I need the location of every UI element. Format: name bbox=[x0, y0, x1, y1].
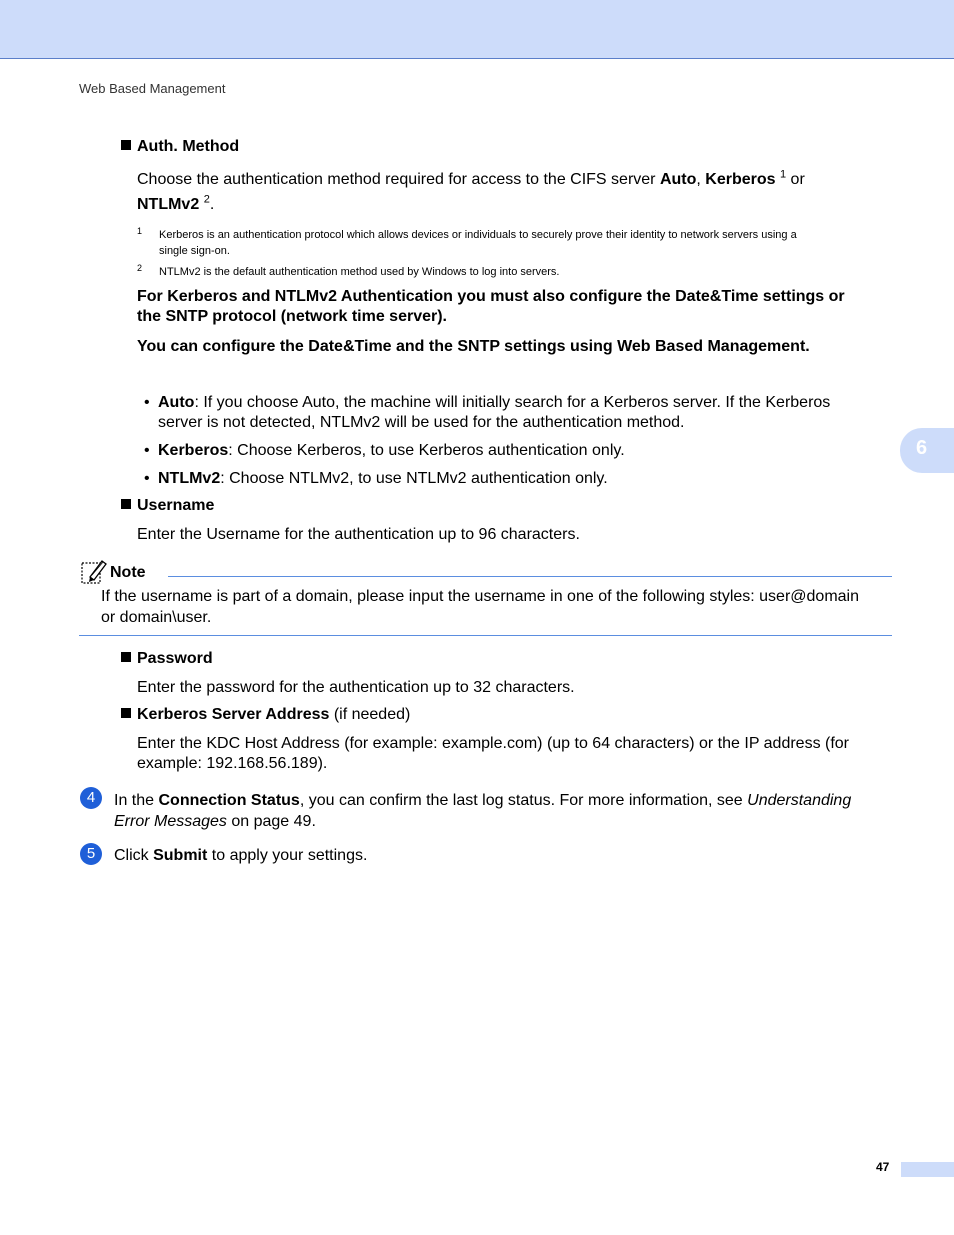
period: . bbox=[209, 196, 215, 213]
note-text-line1: If the username is part of a domain, please input the username in one of the following styles: user@domain bbox=[101, 588, 859, 605]
bullet-ntlmv2-label: NTLMv2 bbox=[158, 470, 221, 487]
step-4-badge: 4 bbox=[80, 787, 102, 809]
username-title: Username bbox=[137, 497, 215, 514]
warning-1-line2: the SNTP protocol (network time server). bbox=[137, 308, 447, 325]
option-ntlmv2: NTLMv2 bbox=[137, 196, 200, 213]
option-auto: Auto bbox=[659, 171, 697, 188]
username-description: Enter the Username for the authentication up to 96 characters. bbox=[137, 526, 580, 543]
page-number: 47 bbox=[876, 1160, 890, 1174]
bullet-kerberos-text: : Choose Kerberos, to use Kerberos authentication only. bbox=[228, 442, 625, 459]
bullet-auto-text1: : If you choose Auto, the machine will initially search for a Kerberos server. If the Kerberos bbox=[194, 394, 831, 411]
step-4-text bbox=[114, 790, 904, 832]
bullet-ntlmv2-text: : Choose NTLMv2, to use NTLMv2 authentication only. bbox=[220, 470, 608, 487]
footnote-ref-2: 2 bbox=[203, 193, 210, 206]
bullet-icon: • bbox=[144, 470, 150, 487]
warning-1-line1: For Kerberos and NTLMv2 Authentication you must also configure the Date&Time settings or bbox=[137, 288, 845, 305]
square-bullet-icon bbox=[121, 140, 131, 150]
bullet-auto bbox=[144, 393, 904, 433]
note-text-line2: or domain\user. bbox=[101, 609, 212, 626]
kerberos-server-title: Kerberos Server Address bbox=[137, 706, 330, 723]
bullet-auto-label: Auto bbox=[158, 394, 195, 411]
footnote-2-number: 2 bbox=[137, 263, 143, 273]
password-heading bbox=[121, 650, 213, 668]
bullet-auto-text2: server is not detected, NTLMv2 will be used for the authentication method. bbox=[158, 414, 685, 431]
top-header-band bbox=[0, 0, 954, 59]
bullet-icon: • bbox=[144, 442, 150, 459]
step-5-post: to apply your settings. bbox=[207, 847, 368, 864]
note-label: Note bbox=[110, 564, 146, 581]
password-description: Enter the password for the authentication up to 32 characters. bbox=[137, 679, 575, 696]
step-4-pre: In the bbox=[114, 792, 159, 809]
footnote-1-line1: Kerberos is an authentication protocol which allows devices or individuals to securely prove their identity to network servers using a bbox=[159, 229, 797, 241]
page-number-bar bbox=[901, 1162, 954, 1177]
step-4-link-part2: Error Messages bbox=[114, 813, 227, 830]
auth-method-description bbox=[137, 170, 897, 215]
step-4-mid: , you can confirm the last log status. For more information, see bbox=[299, 792, 748, 809]
square-bullet-icon bbox=[121, 652, 131, 662]
note-top-rule bbox=[168, 576, 892, 577]
footnote-ref-1: 1 bbox=[779, 168, 787, 181]
square-bullet-icon bbox=[121, 708, 131, 718]
chapter-number: 6 bbox=[916, 437, 928, 459]
kerberos-server-heading bbox=[121, 706, 410, 724]
step-4-connection-status: Connection Status bbox=[158, 792, 300, 809]
footnote-2: NTLMv2 is the default authentication method used by Windows to log into servers. bbox=[159, 266, 560, 278]
footnote-1-number: 1 bbox=[137, 226, 143, 236]
step-5-submit: Submit bbox=[153, 847, 208, 864]
kerberos-server-description bbox=[137, 734, 897, 774]
username-heading bbox=[121, 497, 214, 515]
kerberos-server-line2: example: 192.168.56.189). bbox=[137, 755, 328, 772]
bullet-icon: • bbox=[144, 394, 150, 411]
running-header: Web Based Management bbox=[79, 81, 226, 96]
step-5-badge: 5 bbox=[80, 843, 102, 865]
square-bullet-icon bbox=[121, 499, 131, 509]
bullet-ntlmv2 bbox=[144, 469, 608, 489]
step-5-pre: Click bbox=[114, 847, 154, 864]
footnote-1 bbox=[159, 227, 899, 259]
bullet-kerberos-label: Kerberos bbox=[158, 442, 229, 459]
warning-kerberos-ntlm bbox=[137, 287, 897, 327]
auth-method-title: Auth. Method bbox=[137, 138, 240, 155]
warning-web-management: You can configure the Date&Time and the SNTP settings using Web Based Management. bbox=[137, 338, 810, 355]
step-5-text bbox=[114, 846, 367, 866]
password-title: Password bbox=[137, 650, 213, 667]
bullet-kerberos bbox=[144, 441, 625, 461]
step-4-link-part1: Understanding bbox=[747, 792, 852, 809]
note-pencil-icon bbox=[80, 557, 108, 585]
footnote-1-line2: single sign-on. bbox=[159, 245, 230, 257]
kerberos-server-suffix: (if needed) bbox=[329, 706, 411, 723]
option-kerberos: Kerberos bbox=[705, 171, 776, 188]
comma: , bbox=[696, 171, 706, 188]
kerberos-server-line1: Enter the KDC Host Address (for example: example.com) (up to 64 characters) or the IP address (for bbox=[137, 735, 850, 752]
auth-desc-text: Choose the authentication method required for access to the CIFS server bbox=[137, 171, 660, 188]
auth-method-heading bbox=[121, 138, 239, 156]
note-text bbox=[101, 586, 901, 628]
note-bottom-rule bbox=[79, 635, 892, 636]
or-text: or bbox=[786, 171, 805, 188]
step-4-post: on page 49. bbox=[226, 813, 316, 830]
